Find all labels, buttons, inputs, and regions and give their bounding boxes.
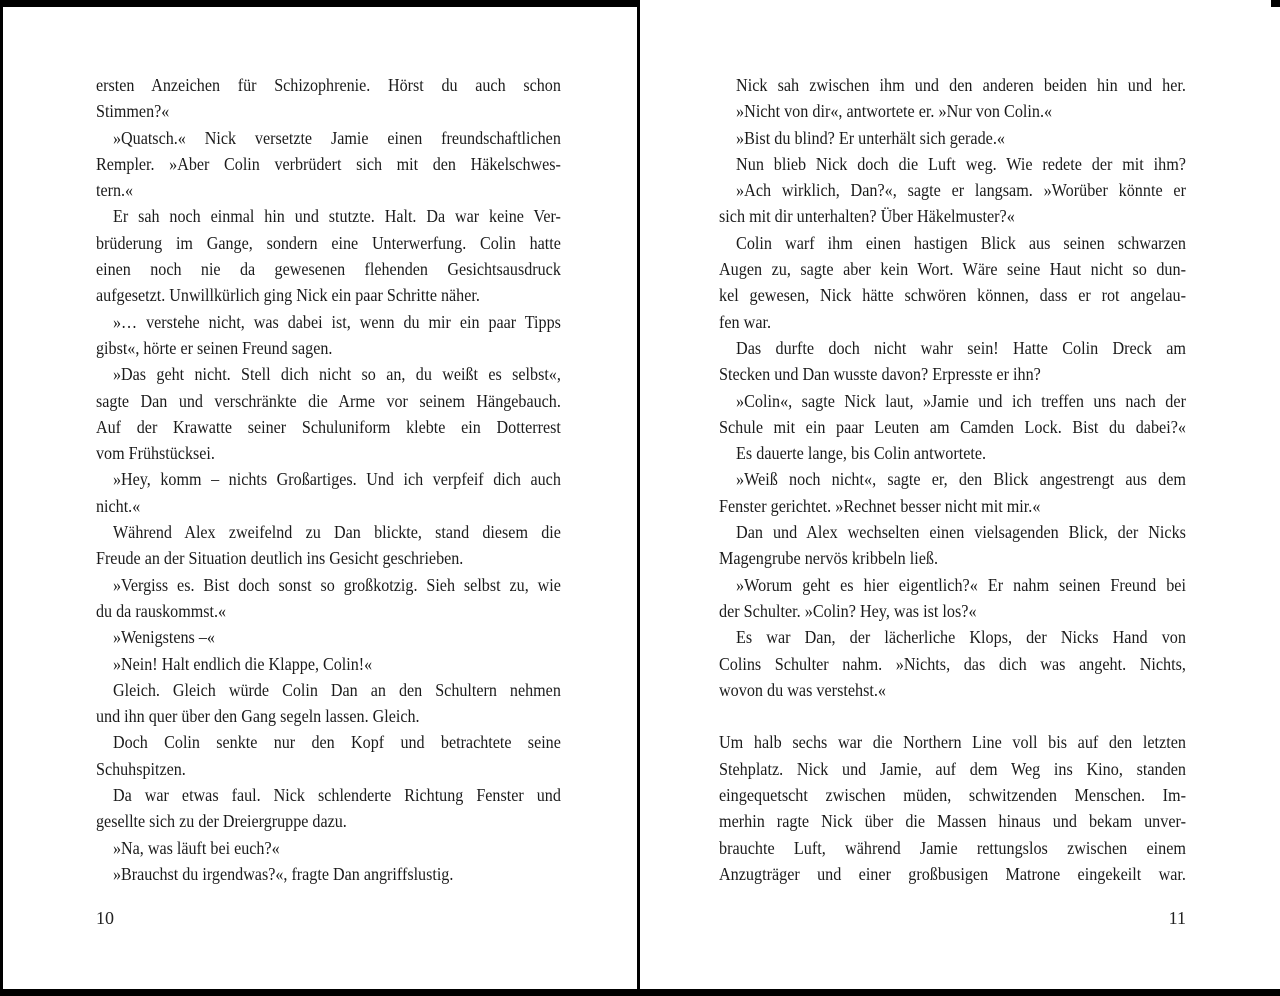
text-line: einen noch nie da gewesenen flehenden Gesichtsausdruck bbox=[96, 259, 561, 280]
text-line: »… verstehe nicht, was dabei ist, wenn du mir ein paar Tipps bbox=[112, 311, 561, 332]
text-line: Schuhspitzen. bbox=[96, 758, 186, 779]
text-line: Doch Colin senkte nur den Kopf und betrachtete seine bbox=[112, 732, 561, 753]
text-line: »Bist du blind? Er unterhält sich gerade.« bbox=[736, 127, 1005, 148]
text-line: »Na, was läuft bei euch?« bbox=[112, 837, 280, 858]
text-line: »Vergiss es. Bist doch sonst so großkotzig. Sieh selbst zu, wie bbox=[112, 574, 561, 595]
text-line: »Weiß noch nicht«, sagte er, den Blick angestrengt aus dem bbox=[736, 469, 1186, 490]
text-line: sich mit dir unterhalten? Über Häkelmuster?« bbox=[719, 206, 1015, 227]
text-line: »Worum geht es hier eigentlich?« Er nahm seinen Freund bei bbox=[736, 574, 1186, 595]
text-line: »Colin«, sagte Nick laut, »Jamie und ich treffen uns nach der bbox=[736, 390, 1186, 411]
text-line: »Quatsch.« Nick versetzte Jamie einen freundschaftlichen bbox=[112, 127, 561, 148]
text-line: und ihn quer über den Gang segeln lassen. Gleich. bbox=[96, 706, 420, 727]
text-line: Augen zu, sagte aber kein Wort. Wäre seine Haut nicht so dun- bbox=[719, 259, 1186, 280]
text-line: Um halb sechs war die Northern Line voll bis auf den letzten bbox=[719, 732, 1186, 753]
text-line: gibst«, hörte er seinen Freund sagen. bbox=[96, 337, 333, 358]
text-line: Auf der Krawatte seiner Schuluniform klebte ein Dotterrest bbox=[96, 416, 561, 437]
text-line: tern.« bbox=[96, 180, 134, 201]
text-line: vom Frühstücksei. bbox=[96, 443, 215, 464]
text-line: »Wenigstens –« bbox=[112, 627, 215, 648]
page-right-text-column bbox=[719, 72, 1186, 887]
text-line: brauchte Luft, während Jamie rettungslos zwischen einem bbox=[719, 837, 1186, 858]
text-line: fen war. bbox=[719, 311, 772, 332]
text-line: eingequetscht zwischen müden, schwitzenden Menschen. Im- bbox=[719, 785, 1186, 806]
text-line: Fenster gerichtet. »Rechnet besser nicht mit mir.« bbox=[719, 495, 1041, 516]
text-line: ersten Anzeichen für Schizophrenie. Hörst du auch schon bbox=[96, 75, 561, 95]
text-line: Gleich. Gleich würde Colin Dan an den Schultern nehmen bbox=[112, 679, 561, 700]
text-line: »Nein! Halt endlich die Klappe, Colin!« bbox=[112, 653, 373, 674]
text-line: Magengrube nervös kribbeln ließ. bbox=[719, 548, 939, 569]
text-line: du da rauskommst.« bbox=[96, 600, 227, 621]
text-line: »Nicht von dir«, antwortete er. »Nur von Colin.« bbox=[736, 101, 1053, 122]
text-line: Nick sah zwischen ihm und den anderen beiden hin und her. bbox=[736, 75, 1186, 95]
text-line: Während Alex zweifelnd zu Dan blickte, stand diesem die bbox=[112, 522, 561, 543]
text-line: nicht.« bbox=[96, 495, 141, 516]
text-line: Er sah noch einmal hin und stutzte. Halt. Da war keine Ver- bbox=[112, 206, 561, 227]
text-line: der Schulter. »Colin? Hey, was ist los?« bbox=[719, 600, 977, 621]
text-line: »Brauchst du irgendwas?«, fragte Dan angriffslustig. bbox=[112, 863, 454, 884]
text-line: kel gewesen, Nick hätte schwören können, dass er rot angelau- bbox=[719, 285, 1186, 306]
text-line: »Hey, komm – nichts Großartiges. Und ich verpfeif dich auch bbox=[112, 469, 561, 490]
text-line: Colins Schulter nahm. »Nichts, das dich was angeht. Nichts, bbox=[719, 653, 1186, 674]
text-line: Schule mit ein paar Leuten am Camden Lock. Bist du dabei?« bbox=[719, 416, 1186, 437]
text-line: Anzugträger und einer großbusigen Matrone eingekeilt war. bbox=[719, 863, 1186, 884]
text-line: Stecken und Dan wusste davon? Erpresste er ihn? bbox=[719, 364, 1041, 385]
text-line: Stimmen?« bbox=[96, 101, 170, 122]
text-line: merhin ragte Nick über die Massen hinaus und bekam unver- bbox=[719, 811, 1186, 832]
text-line: Colin warf ihm einen hastigen Blick aus seinen schwarzen bbox=[736, 232, 1186, 253]
text-line: wovon du was verstehst.« bbox=[719, 679, 887, 700]
text-line: Das durfte doch nicht wahr sein! Hatte Colin Dreck am bbox=[736, 337, 1186, 358]
page-number-left: 10 bbox=[96, 908, 114, 928]
text-line: sagte Dan und verschränkte die Arme vor seinem Hängebauch. bbox=[96, 390, 561, 411]
text-line: »Ach wirklich, Dan?«, sagte er langsam. »Worüber könnte er bbox=[736, 180, 1186, 201]
text-line: Es war Dan, der lächerliche Klops, der Nicks Hand von bbox=[736, 627, 1186, 648]
text-line: Freude an der Situation deutlich ins Gesicht geschrieben. bbox=[96, 548, 464, 569]
text-line: Da war etwas faul. Nick schlenderte Richtung Fenster und bbox=[112, 785, 561, 806]
text-line: aufgesetzt. Unwillkürlich ging Nick ein paar Schritte näher. bbox=[96, 285, 480, 306]
text-line: Dan und Alex wechselten einen vielsagenden Blick, der Nicks bbox=[736, 522, 1186, 543]
text-line: »Das geht nicht. Stell dich nicht so an, du weißt es selbst«, bbox=[112, 364, 561, 385]
text-line bbox=[719, 703, 1186, 729]
text-line: Es dauerte lange, bis Colin antwortete. bbox=[736, 443, 987, 464]
book-page-right bbox=[640, 0, 1280, 996]
text-line: Stehplatz. Nick und Jamie, auf dem Weg ins Kino, standen bbox=[719, 758, 1186, 779]
book-page-left bbox=[3, 0, 637, 996]
text-line: Rempler. »Aber Colin verbrüdert sich mit den Häkelschwes- bbox=[96, 153, 561, 174]
text-line: gesellte sich zu der Dreiergruppe dazu. bbox=[96, 811, 347, 832]
text-line: brüderung im Gange, sondern eine Unterwerfung. Colin hatte bbox=[96, 232, 561, 253]
text-line: Nun blieb Nick doch die Luft weg. Wie redete der mit ihm? bbox=[736, 153, 1186, 174]
page-number-right: 11 bbox=[1168, 908, 1186, 928]
page-left-text-column bbox=[96, 72, 561, 887]
